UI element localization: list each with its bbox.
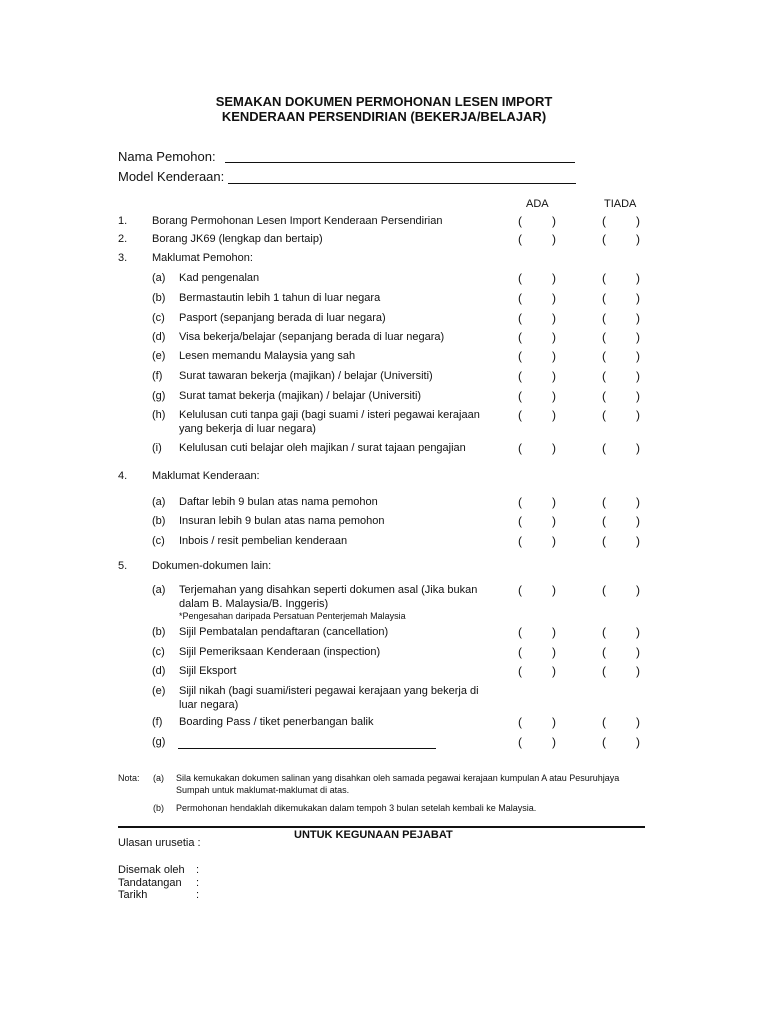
ada-checkbox-close[interactable]: ) [552,214,556,228]
tiada-checkbox-close[interactable]: ) [636,232,640,246]
tiada-checkbox-open[interactable]: ( [602,389,606,403]
tiada-checkbox-close[interactable]: ) [636,583,640,597]
sub-item-text: Sijil Pemeriksaan Kenderaan (inspection) [179,646,381,658]
sub-item-text: Kad pengenalan [179,272,260,284]
tiada-checkbox-open[interactable]: ( [602,271,606,285]
ada-checkbox-open[interactable]: ( [518,349,522,363]
sub-item-text: Lesen memandu Malaysia yang sah [179,350,356,362]
sub-item-text: Kelulusan cuti belajar oleh majikan / surat tajaan pengajian [179,442,466,454]
ada-checkbox-open[interactable]: ( [518,330,522,344]
tiada-checkbox-close[interactable]: ) [636,271,640,285]
tiada-checkbox-open[interactable]: ( [602,495,606,509]
sub-item-label: (e) [152,350,166,362]
ada-checkbox-open[interactable]: ( [518,664,522,678]
sub-item-label: (a) [152,272,166,284]
tiada-checkbox-open[interactable]: ( [602,645,606,659]
sub-item-label: (f) [152,370,163,382]
sub-item-text: Sijil Pembatalan pendaftaran (cancellation) [179,626,389,638]
sub-item-text: Kelulusan cuti tanpa gaji (bagi suami / isteri pegawai kerajaan [179,409,480,421]
item-number: 4. [118,470,128,482]
ada-checkbox-close[interactable]: ) [552,389,556,403]
ada-checkbox-close[interactable]: ) [552,291,556,305]
tiada-checkbox-close[interactable]: ) [636,735,640,749]
sub-item-text: Surat tamat bekerja (majikan) / belajar (Universiti) [179,390,422,402]
ada-checkbox-open[interactable]: ( [518,625,522,639]
tiada-checkbox-close[interactable]: ) [636,495,640,509]
ada-checkbox-open[interactable]: ( [518,291,522,305]
tiada-checkbox-open[interactable]: ( [602,664,606,678]
tiada-checkbox-close[interactable]: ) [636,441,640,455]
ada-checkbox-close[interactable]: ) [552,271,556,285]
tiada-checkbox-open[interactable]: ( [602,330,606,344]
ada-checkbox-open[interactable]: ( [518,311,522,325]
ada-checkbox-close[interactable]: ) [552,408,556,422]
model-kenderaan-field[interactable] [228,183,576,184]
sub-item-text: Boarding Pass / tiket penerbangan balik [179,716,374,728]
column-header-tiada: TIADA [604,198,637,210]
sub-item-label: (e) [152,685,166,697]
tarikh-label: Tarikh [118,889,148,901]
tiada-checkbox-close[interactable]: ) [636,389,640,403]
sub-item-label: (b) [152,292,166,304]
ada-checkbox-close[interactable]: ) [552,232,556,246]
ada-checkbox-close[interactable]: ) [552,664,556,678]
sub-item-label: (g) [152,736,166,748]
ada-checkbox-close[interactable]: ) [552,441,556,455]
ada-checkbox-open[interactable]: ( [518,645,522,659]
ada-checkbox-close[interactable]: ) [552,514,556,528]
ada-checkbox-open[interactable]: ( [518,389,522,403]
document-title-line2: KENDERAAN PERSENDIRIAN (BEKERJA/BELAJAR) [221,109,547,124]
tiada-checkbox-close[interactable]: ) [636,625,640,639]
nota-a-line2: Sumpah untuk maklumat-maklumat di atas. [176,785,350,795]
tiada-checkbox-close[interactable]: ) [636,330,640,344]
model-kenderaan-label: Model Kenderaan: [118,169,225,184]
sub-item-text: Bermastautin lebih 1 tahun di luar negara [179,292,381,304]
tiada-checkbox-close[interactable]: ) [636,514,640,528]
sub-item-label: (b) [152,515,166,527]
item-number: 2. [118,233,128,245]
tiada-checkbox-close[interactable]: ) [636,715,640,729]
sub-item-text: Surat tawaran bekerja (majikan) / belajar (Universiti) [179,370,433,382]
sub-item-label: (d) [152,331,166,343]
tiada-checkbox-open[interactable]: ( [602,583,606,597]
ada-checkbox-open[interactable]: ( [518,271,522,285]
ada-checkbox-close[interactable]: ) [552,330,556,344]
sub-item-label: (c) [152,646,165,658]
ada-checkbox-close[interactable]: ) [552,534,556,548]
office-divider [118,826,645,828]
nota-a-label: (a) [153,773,164,783]
tiada-checkbox-open[interactable]: ( [602,534,606,548]
sub-item-text-continued: dalam B. Malaysia/B. Inggeris) [179,598,329,610]
sub-item-text: Visa bekerja/belajar (sepanjang berada di luar negara) [179,331,445,343]
ada-checkbox-close[interactable]: ) [552,369,556,383]
nota-a-line1: Sila kemukakan dokumen salinan yang disahkan oleh samada pegawai kerajaan kumpulan A atau Pesuruhjaya [176,773,620,783]
tiada-checkbox-close[interactable]: ) [636,291,640,305]
ada-checkbox-close[interactable]: ) [552,735,556,749]
sub-item-text: Inbois / resit pembelian kenderaan [179,535,348,547]
sub-item-text-continued: yang bekerja di luar negara) [179,423,316,435]
ada-checkbox-close[interactable]: ) [552,349,556,363]
tiada-checkbox-close[interactable]: ) [636,214,640,228]
tiada-checkbox-open[interactable]: ( [602,311,606,325]
item-number: 3. [118,252,128,264]
ada-checkbox-open[interactable]: ( [518,441,522,455]
tandatangan-colon: : [196,877,200,889]
sub-item-label: (i) [152,442,162,454]
ada-checkbox-open[interactable]: ( [518,369,522,383]
column-header-ada: ADA [526,198,549,210]
item-text: Dokumen-dokumen lain: [152,560,272,572]
nota-b-text: Permohonan hendaklah dikemukakan dalam tempoh 3 bulan setelah kembali ke Malaysia. [176,803,537,813]
ada-checkbox-close[interactable]: ) [552,645,556,659]
ada-checkbox-close[interactable]: ) [552,311,556,325]
tiada-checkbox-open[interactable]: ( [602,369,606,383]
sub-item-footnote: *Pengesahan daripada Persatuan Penterjemah Malaysia [179,611,406,621]
ada-checkbox-close[interactable]: ) [552,715,556,729]
sub-item-label: (c) [152,312,165,324]
ada-checkbox-open[interactable]: ( [518,715,522,729]
ada-checkbox-open[interactable]: ( [518,534,522,548]
document-title-line1: SEMAKAN DOKUMEN PERMOHONAN LESEN IMPORT [215,94,553,109]
tiada-checkbox-open[interactable]: ( [602,214,606,228]
tarikh-colon: : [196,889,200,901]
item-number: 5. [118,560,128,572]
sub-item-label: (h) [152,409,166,421]
tiada-checkbox-close[interactable]: ) [636,311,640,325]
ada-checkbox-open[interactable]: ( [518,232,522,246]
tiada-checkbox-open[interactable]: ( [602,349,606,363]
tiada-checkbox-open[interactable]: ( [602,441,606,455]
sub-item-label: (a) [152,584,166,596]
ada-checkbox-open[interactable]: ( [518,735,522,749]
sub-item-text: Daftar lebih 9 bulan atas nama pemohon [179,496,378,508]
ada-checkbox-open[interactable]: ( [518,583,522,597]
sub-item-text: Terjemahan yang disahkan seperti dokumen asal (Jika bukan [179,584,478,596]
nota-b-label: (b) [153,803,164,813]
sub-item-text-continued: luar negara) [179,699,239,711]
tiada-checkbox-close[interactable]: ) [636,408,640,422]
tiada-checkbox-close[interactable]: ) [636,369,640,383]
sub-item-label: (f) [152,716,163,728]
tiada-checkbox-open[interactable]: ( [602,625,606,639]
item-g-blank-field[interactable] [178,748,436,749]
ada-checkbox-open[interactable]: ( [518,214,522,228]
ulasan-urusetia-label: Ulasan urusetia : [118,837,201,849]
sub-item-text: Sijil Eksport [179,665,237,677]
nama-pemohon-field[interactable] [225,162,575,163]
sub-item-text: Sijil nikah (bagi suami/isteri pegawai kerajaan yang bekerja di [179,685,479,697]
ada-checkbox-close[interactable]: ) [552,495,556,509]
item-text: Maklumat Pemohon: [152,252,253,264]
sub-item-label: (a) [152,496,166,508]
tiada-checkbox-open[interactable]: ( [602,232,606,246]
tiada-checkbox-open[interactable]: ( [602,715,606,729]
tiada-checkbox-open[interactable]: ( [602,408,606,422]
tiada-checkbox-open[interactable]: ( [602,735,606,749]
nota-label: Nota: [118,773,140,783]
tiada-checkbox-open[interactable]: ( [602,514,606,528]
disemak-oleh-label: Disemak oleh [118,864,185,876]
tandatangan-label: Tandatangan [118,877,182,889]
sub-item-label: (g) [152,390,166,402]
office-use-heading: UNTUK KEGUNAAN PEJABAT [294,829,453,841]
ada-checkbox-open[interactable]: ( [518,514,522,528]
item-text: Borang JK69 (lengkap dan bertaip) [152,233,323,245]
ada-checkbox-close[interactable]: ) [552,625,556,639]
sub-item-text: Insuran lebih 9 bulan atas nama pemohon [179,515,385,527]
tiada-checkbox-open[interactable]: ( [602,291,606,305]
nama-pemohon-label: Nama Pemohon: [118,149,216,164]
tiada-checkbox-close[interactable]: ) [636,349,640,363]
disemak-colon: : [196,864,200,876]
tiada-checkbox-close[interactable]: ) [636,664,640,678]
ada-checkbox-close[interactable]: ) [552,583,556,597]
sub-item-label: (c) [152,535,165,547]
ada-checkbox-open[interactable]: ( [518,495,522,509]
ada-checkbox-open[interactable]: ( [518,408,522,422]
sub-item-label: (b) [152,626,166,638]
item-text: Borang Permohonan Lesen Import Kenderaan Persendirian [152,215,443,227]
item-text: Maklumat Kenderaan: [152,470,260,482]
item-number: 1. [118,215,128,227]
sub-item-label: (d) [152,665,166,677]
sub-item-text: Pasport (sepanjang berada di luar negara) [179,312,386,324]
tiada-checkbox-close[interactable]: ) [636,534,640,548]
tiada-checkbox-close[interactable]: ) [636,645,640,659]
